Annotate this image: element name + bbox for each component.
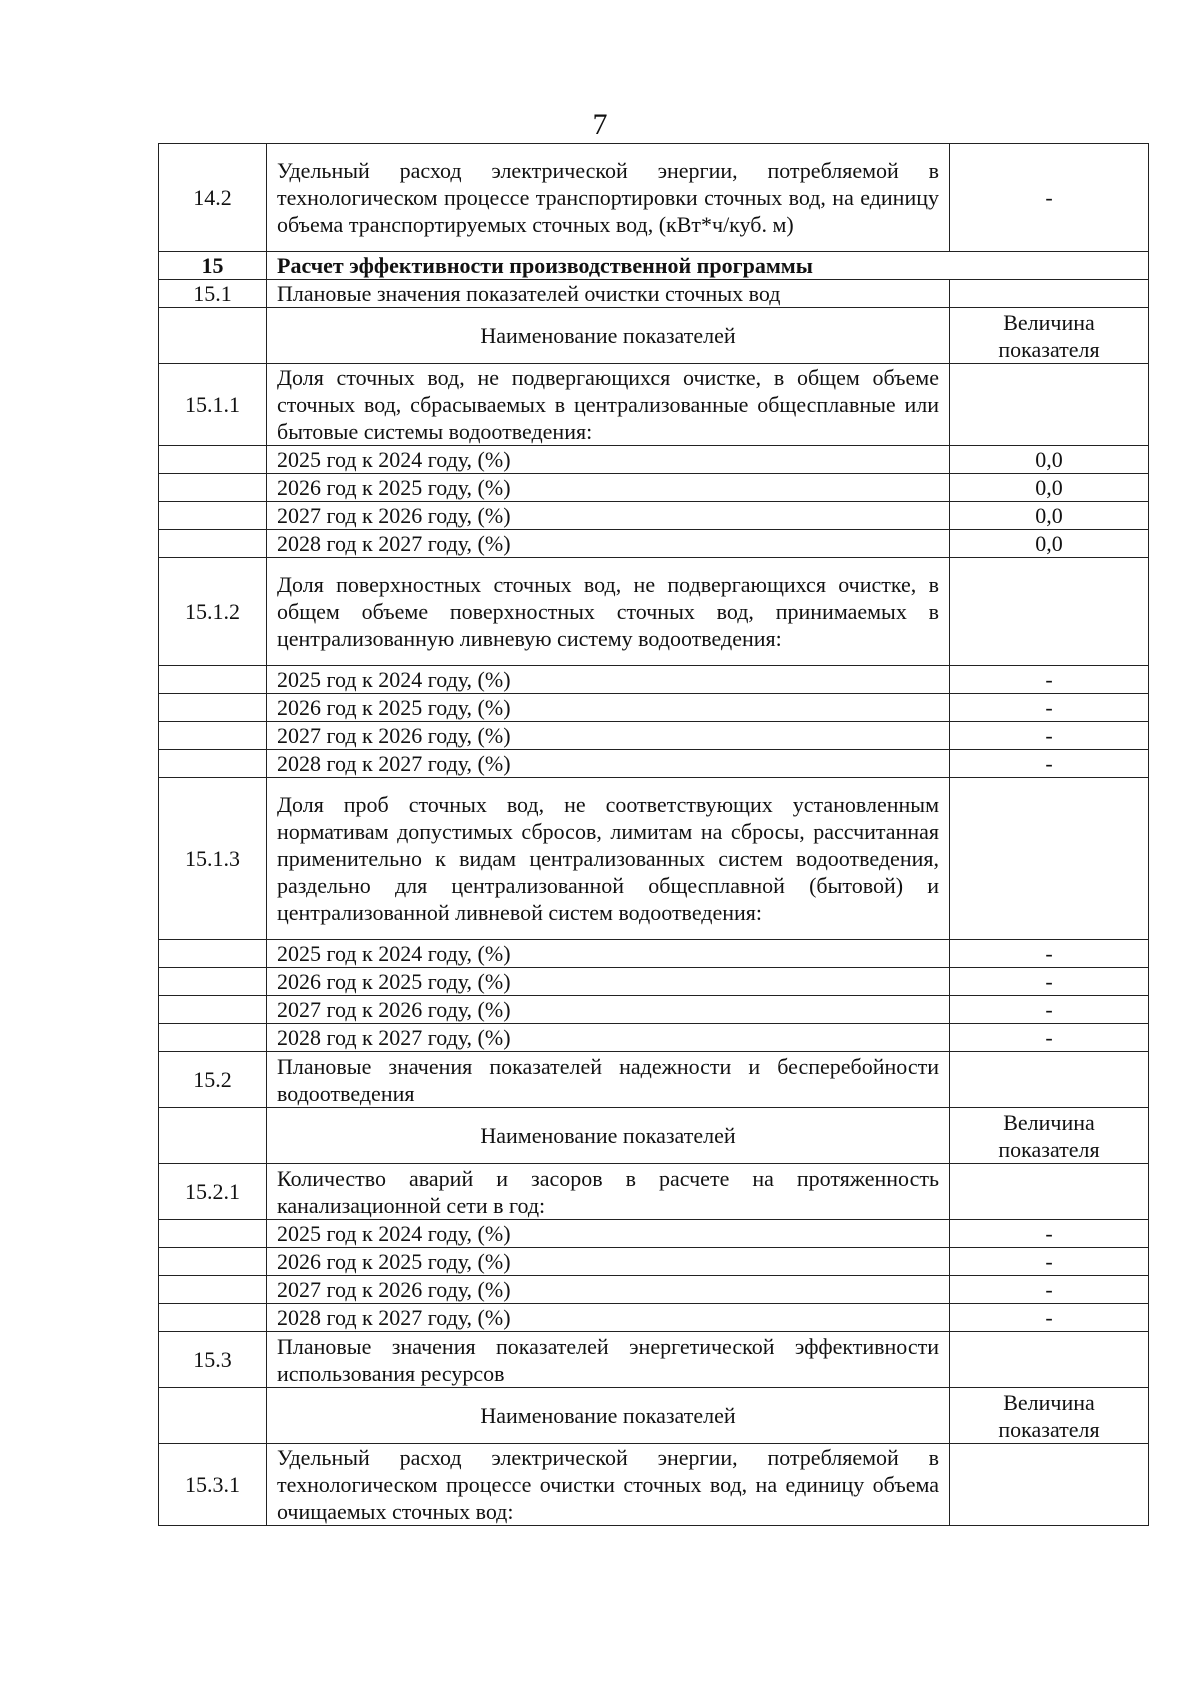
year-label: 2025 год к 2024 году, (%) bbox=[267, 1220, 950, 1248]
year-row bbox=[159, 1276, 1149, 1304]
table-row bbox=[159, 1444, 1149, 1526]
header-row bbox=[159, 308, 1149, 364]
year-value: - bbox=[950, 968, 1149, 996]
indicator-text: Доля проб сточных вод, не соответствующих установленным нормативам допустимых сбросов, лимитам на сбросы, рассчитанная применительно к видам централизованных систем водоотведения, раздельно для централизованной общесплавной (бытовой) и централизованной ливневой систем водоотведения: bbox=[267, 778, 950, 940]
year-value: - bbox=[950, 940, 1149, 968]
row-number: 15.2 bbox=[159, 1052, 267, 1108]
column-header-value: Величина показателя bbox=[950, 308, 1149, 364]
section-title: Расчет эффективности производственной программы bbox=[267, 252, 1149, 280]
year-row bbox=[159, 968, 1149, 996]
year-row bbox=[159, 1304, 1149, 1332]
subsection-title: Плановые значения показателей энергетической эффективности использования ресурсов bbox=[267, 1332, 950, 1388]
indicator-value: - bbox=[950, 144, 1149, 252]
year-value: - bbox=[950, 1276, 1149, 1304]
year-value: - bbox=[950, 1248, 1149, 1276]
year-label: 2027 год к 2026 году, (%) bbox=[267, 722, 950, 750]
header-row bbox=[159, 1388, 1149, 1444]
year-value: - bbox=[950, 1304, 1149, 1332]
year-row bbox=[159, 446, 1149, 474]
row-number: 15.3.1 bbox=[159, 1444, 267, 1526]
year-row bbox=[159, 474, 1149, 502]
row-number: 15.1.2 bbox=[159, 558, 267, 666]
year-label: 2026 год к 2025 году, (%) bbox=[267, 474, 950, 502]
year-value: 0,0 bbox=[950, 530, 1149, 558]
section-row bbox=[159, 252, 1149, 280]
table-row bbox=[159, 144, 1149, 252]
year-row bbox=[159, 1248, 1149, 1276]
empty-cell bbox=[159, 1108, 267, 1164]
row-number: 15.2.1 bbox=[159, 1164, 267, 1220]
column-header-name: Наименование показателей bbox=[267, 1388, 950, 1444]
year-label: 2026 год к 2025 году, (%) bbox=[267, 968, 950, 996]
year-label: 2025 год к 2024 году, (%) bbox=[267, 666, 950, 694]
year-row bbox=[159, 694, 1149, 722]
indicator-text: Доля поверхностных сточных вод, не подвергающихся очистке, в общем объеме поверхностных сточных вод, принимаемых в централизованную ливневую систему водоотведения: bbox=[267, 558, 950, 666]
empty-cell bbox=[950, 1164, 1149, 1220]
year-row bbox=[159, 722, 1149, 750]
header-row bbox=[159, 1108, 1149, 1164]
year-label: 2028 год к 2027 году, (%) bbox=[267, 750, 950, 778]
table-row bbox=[159, 364, 1149, 446]
table-row bbox=[159, 1332, 1149, 1388]
subsection-title: Плановые значения показателей надежности и бесперебойности водоотведения bbox=[267, 1052, 950, 1108]
column-header-name: Наименование показателей bbox=[267, 308, 950, 364]
year-row bbox=[159, 1220, 1149, 1248]
year-value: 0,0 bbox=[950, 502, 1149, 530]
row-number: 15 bbox=[159, 252, 267, 280]
year-value: - bbox=[950, 996, 1149, 1024]
table-row bbox=[159, 1052, 1149, 1108]
year-value: - bbox=[950, 1024, 1149, 1052]
column-header-value: Величина показателя bbox=[950, 1108, 1149, 1164]
year-row bbox=[159, 530, 1149, 558]
year-value: 0,0 bbox=[950, 474, 1149, 502]
table-row bbox=[159, 1164, 1149, 1220]
year-label: 2025 год к 2024 году, (%) bbox=[267, 446, 950, 474]
year-row bbox=[159, 940, 1149, 968]
subsection-title: Плановые значения показателей очистки сточных вод bbox=[267, 280, 950, 308]
row-number: 15.1.1 bbox=[159, 364, 267, 446]
year-label: 2027 год к 2026 году, (%) bbox=[267, 1276, 950, 1304]
table-row bbox=[159, 778, 1149, 940]
year-value: - bbox=[950, 666, 1149, 694]
indicator-text: Удельный расход электрической энергии, потребляемой в технологическом процессе транспортировки сточных вод, на единицу объема транспортируемых сточных вод, (кВт*ч/куб. м) bbox=[267, 144, 950, 252]
year-label: 2028 год к 2027 году, (%) bbox=[267, 1304, 950, 1332]
empty-cell bbox=[950, 364, 1149, 446]
indicators-table bbox=[158, 143, 1149, 1526]
row-number: 15.1 bbox=[159, 280, 267, 308]
empty-cell bbox=[159, 308, 267, 364]
empty-cell bbox=[950, 1332, 1149, 1388]
table-row bbox=[159, 280, 1149, 308]
year-row bbox=[159, 502, 1149, 530]
indicator-text: Количество аварий и засоров в расчете на протяженность канализационной сети в год: bbox=[267, 1164, 950, 1220]
year-row bbox=[159, 996, 1149, 1024]
year-label: 2027 год к 2026 году, (%) bbox=[267, 996, 950, 1024]
year-label: 2026 год к 2025 году, (%) bbox=[267, 694, 950, 722]
row-number: 15.1.3 bbox=[159, 778, 267, 940]
empty-cell bbox=[950, 1052, 1149, 1108]
empty-cell bbox=[950, 778, 1149, 940]
year-value: - bbox=[950, 750, 1149, 778]
row-number: 14.2 bbox=[159, 144, 267, 252]
empty-cell bbox=[159, 1388, 267, 1444]
year-label: 2025 год к 2024 году, (%) bbox=[267, 940, 950, 968]
year-value: 0,0 bbox=[950, 446, 1149, 474]
year-label: 2026 год к 2025 году, (%) bbox=[267, 1248, 950, 1276]
indicator-text: Удельный расход электрической энергии, потребляемой в технологическом процессе очистки сточных вод, на единицу объема очищаемых сточных вод: bbox=[267, 1444, 950, 1526]
column-header-value: Величина показателя bbox=[950, 1388, 1149, 1444]
row-number: 15.3 bbox=[159, 1332, 267, 1388]
page-number: 7 bbox=[592, 108, 608, 141]
year-row bbox=[159, 750, 1149, 778]
year-label: 2027 год к 2026 году, (%) bbox=[267, 502, 950, 530]
year-label: 2028 год к 2027 году, (%) bbox=[267, 1024, 950, 1052]
empty-cell bbox=[950, 558, 1149, 666]
year-value: - bbox=[950, 694, 1149, 722]
year-value: - bbox=[950, 722, 1149, 750]
year-row bbox=[159, 1024, 1149, 1052]
year-value: - bbox=[950, 1220, 1149, 1248]
empty-cell bbox=[950, 1444, 1149, 1526]
empty-cell bbox=[950, 280, 1149, 308]
year-row bbox=[159, 666, 1149, 694]
table-row bbox=[159, 558, 1149, 666]
year-label: 2028 год к 2027 году, (%) bbox=[267, 530, 950, 558]
column-header-name: Наименование показателей bbox=[267, 1108, 950, 1164]
indicator-text: Доля сточных вод, не подвергающихся очистке, в общем объеме сточных вод, сбрасываемых в централизованные общесплавные или бытовые системы водоотведения: bbox=[267, 364, 950, 446]
